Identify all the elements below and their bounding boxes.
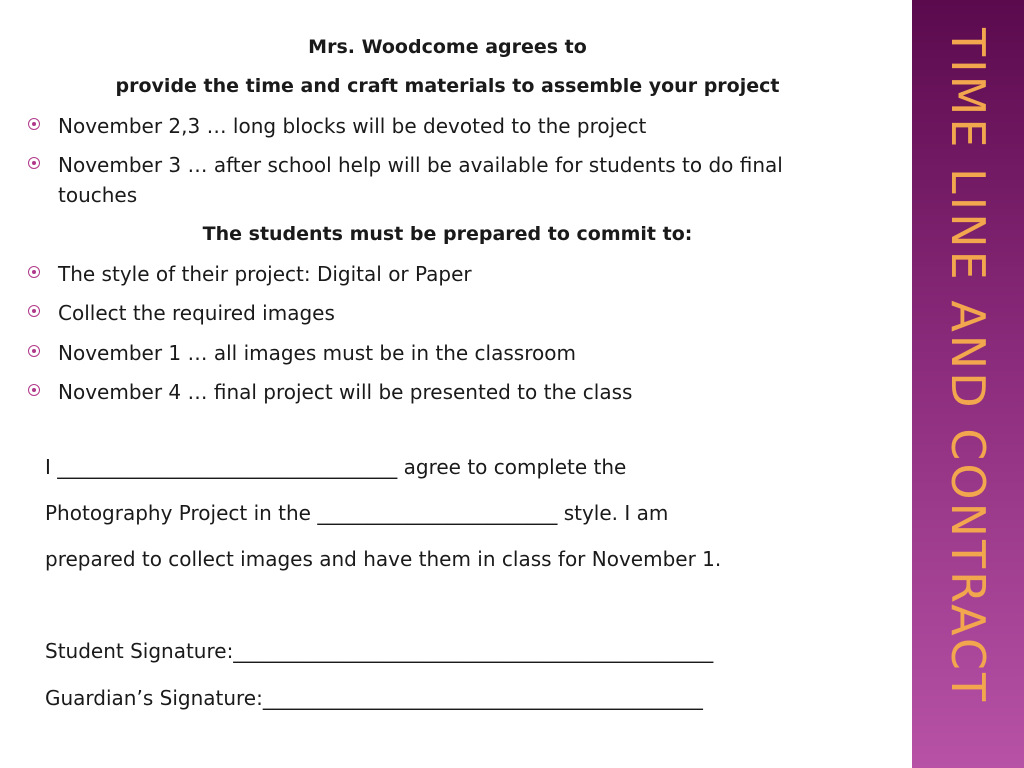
list-item [28,377,858,407]
list-item [28,111,858,141]
list-item [28,150,858,210]
student-signature-line: Student Signature:________________________________________________ [45,639,714,663]
list-item [28,338,858,368]
list-item-text: The style of their project: Digital or Paper [58,262,472,286]
commit-heading: The students must be prepared to commit to: [202,223,693,245]
bullet-icon [28,266,40,278]
bullet-icon [28,345,40,357]
list-item [28,259,858,289]
list-item-text: November 1 … all images must be in the classroom [58,341,576,365]
bullet-icon [28,157,40,169]
slide-title: TIME LINE AND CONTRACT [941,28,995,705]
guardian-signature-line: Guardian’s Signature:____________________________________________ [45,686,703,710]
list-item [28,298,858,328]
title-sidebar [912,0,1024,768]
list-item-text: November 3 … after school help will be available for students to do final touches [58,153,783,207]
list-item-text: November 4 … final project will be presented to the class [58,380,633,404]
bullet-icon [28,305,40,317]
list-item-text: Collect the required images [58,301,335,325]
contract-line-3: prepared to collect images and have them in class for November 1. [45,547,722,571]
heading-line-2: provide the time and craft materials to assemble your project [115,75,780,97]
contract-line-2: Photography Project in the ________________________ style. I am [45,501,669,525]
bullet-icon [28,118,40,130]
contract-line-1: I __________________________________ agree to complete the [45,455,627,479]
bullet-icon [28,384,40,396]
heading-line-1: Mrs. Woodcome agrees to [308,36,587,58]
list-item-text: November 2,3 … long blocks will be devoted to the project [58,114,647,138]
